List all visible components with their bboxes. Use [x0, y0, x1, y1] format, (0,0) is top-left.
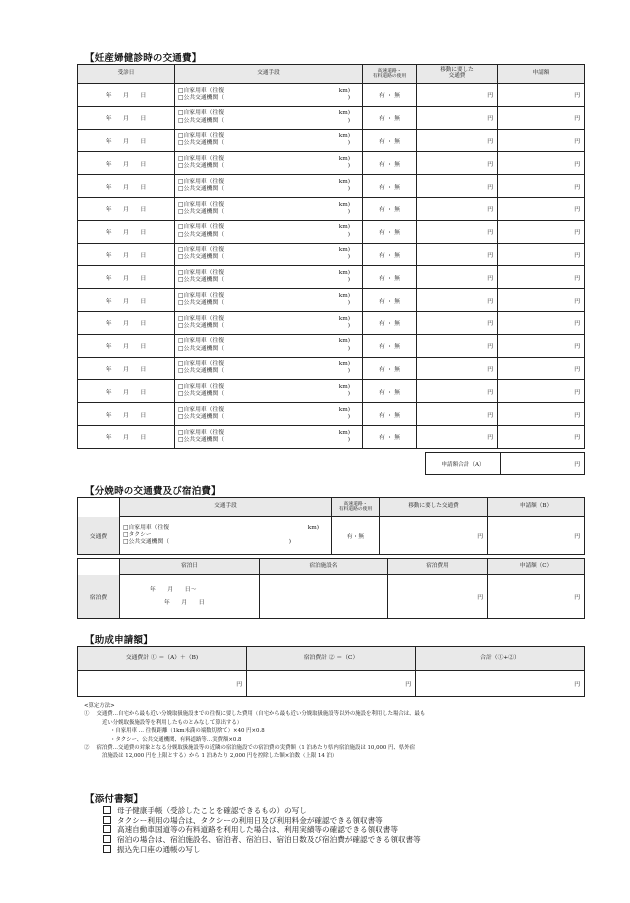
row-cost[interactable]: 円: [417, 197, 498, 220]
lodging-header-cost: 宿泊費用: [388, 559, 488, 575]
lodging-table: [77, 558, 585, 619]
pregnancy-row: [78, 311, 585, 334]
pregnancy-row: [78, 243, 585, 266]
delivery-header-cost: 移動に要した交通費: [380, 498, 488, 517]
grant-header-transport: 交通費計 ① ＝（A）＋（B): [78, 647, 247, 671]
row-cost[interactable]: 円: [417, 220, 498, 243]
row-amount[interactable]: 円: [498, 175, 585, 198]
row-cost[interactable]: 円: [417, 152, 498, 175]
row-date[interactable]: 年 月 日: [78, 106, 175, 129]
pregnancy-row: [78, 357, 585, 380]
row-transport[interactable]: □自家用車（往復 km) □公共交通機関（ ): [175, 380, 363, 403]
row-cost[interactable]: 円: [417, 380, 498, 403]
row-amount[interactable]: 円: [498, 129, 585, 152]
row-toll[interactable]: 有 ・ 無: [363, 84, 417, 107]
row-toll[interactable]: 有 ・ 無: [363, 403, 417, 426]
pregnancy-row: [78, 129, 585, 152]
row-transport[interactable]: □自家用車（往復 km) □公共交通機関（ ): [175, 403, 363, 426]
lodging-cost[interactable]: 円: [388, 575, 488, 619]
row-transport[interactable]: □自家用車（往復 km) □公共交通機関（ ): [175, 152, 363, 175]
grant-transport-amount[interactable]: 円: [78, 671, 247, 697]
row-transport[interactable]: □自家用車（往復 km) □公共交通機関（ ): [175, 425, 363, 448]
row-amount[interactable]: 円: [498, 289, 585, 312]
calculation-notes: [84, 702, 425, 761]
delivery-toll[interactable]: 有・無: [332, 517, 380, 555]
pregnancy-row: [78, 266, 585, 289]
row-date[interactable]: 年 月 日: [78, 289, 175, 312]
row-transport[interactable]: □自家用車（往復 km) □公共交通機関（ ): [175, 106, 363, 129]
total-label: 申請額合計（A）: [426, 453, 501, 475]
row-cost[interactable]: 円: [417, 175, 498, 198]
lodging-header-date: 宿泊日: [120, 559, 260, 575]
row-cost[interactable]: 円: [417, 403, 498, 426]
attachment-item[interactable]: タクシー利用の場合は、タクシーの利用日及び利用料金が確認できる領収書等: [103, 816, 421, 826]
row-amount[interactable]: 円: [498, 266, 585, 289]
pregnancy-row: [78, 289, 585, 312]
row-amount[interactable]: 円: [498, 311, 585, 334]
row-toll[interactable]: 有 ・ 無: [363, 220, 417, 243]
header-transport: 交通手段: [175, 65, 363, 84]
pregnancy-row: [78, 220, 585, 243]
pregnancy-transport-table: [77, 64, 585, 449]
attachments-list: [103, 806, 421, 855]
row-cost[interactable]: 円: [417, 243, 498, 266]
row-transport[interactable]: □自家用車（往復 km) □公共交通機関（ ): [175, 175, 363, 198]
checkbox-icon[interactable]: [103, 845, 111, 853]
row-date[interactable]: 年 月 日: [78, 243, 175, 266]
row-amount[interactable]: 円: [498, 197, 585, 220]
attachment-item[interactable]: 高速自動車国道等の有料道路を利用した場合は、利用実績等の確認できる領収書等: [103, 825, 421, 835]
notes-heading: <算定方法>: [84, 703, 115, 709]
grant-header-lodging: 宿泊費計 ② ＝（C）: [247, 647, 416, 671]
header-cost: 移動に要した 交通費: [417, 65, 498, 84]
row-date[interactable]: 年 月 日: [78, 266, 175, 289]
row-date[interactable]: 年 月 日: [78, 175, 175, 198]
row-toll[interactable]: 有 ・ 無: [363, 311, 417, 334]
row-toll[interactable]: 有 ・ 無: [363, 380, 417, 403]
pregnancy-row: [78, 175, 585, 198]
row-amount[interactable]: 円: [498, 106, 585, 129]
transport-label: 交通費: [78, 517, 120, 555]
header-date: 受診日: [78, 65, 175, 84]
checkbox-icon[interactable]: [103, 806, 111, 814]
lodging-label: 宿泊費: [78, 575, 120, 619]
pregnancy-total-table: [425, 452, 585, 475]
grant-section-title: 【助成申請額】: [85, 635, 153, 646]
row-cost[interactable]: 円: [417, 334, 498, 357]
row-amount[interactable]: 円: [498, 152, 585, 175]
row-transport[interactable]: □自家用車（往復 km) □公共交通機関（ ): [175, 289, 363, 312]
note-1-cont: 近い分娩取扱施設等を利用したものとみなして算出する）: [102, 719, 243, 726]
row-amount[interactable]: 円: [498, 220, 585, 243]
row-date[interactable]: 年 月 日: [78, 425, 175, 448]
row-date[interactable]: 年 月 日: [78, 403, 175, 426]
row-amount[interactable]: 円: [498, 334, 585, 357]
total-amount[interactable]: 円: [501, 453, 585, 475]
row-transport[interactable]: □自家用車（往復 km) □公共交通機関（ ): [175, 84, 363, 107]
delivery-header-toll: 高速道路・ 有料道路の使用: [332, 498, 380, 517]
row-date[interactable]: 年 月 日: [78, 152, 175, 175]
row-cost[interactable]: 円: [417, 357, 498, 380]
row-date[interactable]: 年 月 日: [78, 380, 175, 403]
row-cost[interactable]: 円: [417, 129, 498, 152]
attachment-item[interactable]: 振込先口座の通帳の写し: [103, 845, 421, 855]
grant-lodging-amount[interactable]: 円: [247, 671, 416, 697]
pregnancy-row: [78, 425, 585, 448]
pregnancy-row: [78, 197, 585, 220]
attachments-section-title: 【添付書類】: [85, 794, 144, 805]
pregnancy-row: [78, 106, 585, 129]
lodging-amount-c[interactable]: 円: [488, 575, 585, 619]
lodging-header-facility: 宿泊施設名: [260, 559, 388, 575]
delivery-cost[interactable]: 円: [380, 517, 488, 555]
row-toll[interactable]: 有 ・ 無: [363, 129, 417, 152]
row-amount[interactable]: 円: [498, 357, 585, 380]
row-toll[interactable]: 有 ・ 無: [363, 152, 417, 175]
note-2: ② 宿泊費…交通費の対象となる分娩取扱施設等の近隣の宿泊施設での宿泊費の実費額（1 泊あたり県内宿泊施設は 10,000 円、県外宿: [84, 744, 416, 751]
note-1-taxi: ・タクシー、公共交通機関、有料道路等…実費額×0.8: [110, 736, 242, 743]
grant-total-amount[interactable]: 円: [416, 671, 585, 697]
row-transport[interactable]: □自家用車（往復 km) □公共交通機関（ ): [175, 243, 363, 266]
row-toll[interactable]: 有 ・ 無: [363, 197, 417, 220]
row-toll[interactable]: 有 ・ 無: [363, 266, 417, 289]
row-cost[interactable]: 円: [417, 425, 498, 448]
grant-header-total: 合計（①+②）: [416, 647, 585, 671]
row-transport[interactable]: □自家用車（往復 km) □公共交通機関（ ): [175, 334, 363, 357]
delivery-header-transport: 交通手段: [120, 498, 332, 517]
row-date[interactable]: 年 月 日: [78, 220, 175, 243]
row-date[interactable]: 年 月 日: [78, 357, 175, 380]
lodging-facility[interactable]: [260, 575, 388, 619]
row-amount[interactable]: 円: [498, 425, 585, 448]
attachment-item[interactable]: 母子健康手帳（受診したことを確認できるもの）の写し: [103, 806, 421, 816]
pregnancy-row: [78, 334, 585, 357]
row-transport[interactable]: □自家用車（往復 km) □公共交通機関（ ): [175, 197, 363, 220]
checkbox-icon[interactable]: [103, 825, 111, 833]
row-amount[interactable]: 円: [498, 380, 585, 403]
delivery-section-title: 【分娩時の交通費及び宿泊費】: [85, 486, 221, 497]
row-date[interactable]: 年 月 日: [78, 84, 175, 107]
note-2-cont: 泊施設は 12,000 円を上限とする）から 1 泊あたり 2,000 円を控除した額×泊数（上限 14 泊）: [102, 753, 338, 760]
row-toll[interactable]: 有 ・ 無: [363, 289, 417, 312]
pregnancy-row: [78, 403, 585, 426]
row-amount[interactable]: 円: [498, 243, 585, 266]
pregnancy-row: [78, 380, 585, 403]
note-1: ① 交通費…自宅から最も近い分娩取扱施設までの往復に要した費用（自宅から最も近い分娩取扱施設等以外の施設を利用した場合は、最も: [84, 711, 426, 718]
row-toll[interactable]: 有 ・ 無: [363, 334, 417, 357]
row-transport[interactable]: □自家用車（往復 km) □公共交通機関（ ): [175, 357, 363, 380]
header-amount: 申請額: [498, 65, 585, 84]
row-toll[interactable]: 有 ・ 無: [363, 106, 417, 129]
row-transport[interactable]: □自家用車（往復 km) □公共交通機関（ ): [175, 129, 363, 152]
row-date[interactable]: 年 月 日: [78, 311, 175, 334]
checkbox-icon[interactable]: [103, 835, 111, 843]
row-transport[interactable]: □自家用車（往復 km) □公共交通機関（ ): [175, 220, 363, 243]
delivery-transport-table: [77, 497, 585, 555]
pregnancy-row: [78, 152, 585, 175]
row-toll[interactable]: 有 ・ 無: [363, 243, 417, 266]
lodging-header-amount-c: 申請額（C）: [488, 559, 585, 575]
row-cost[interactable]: 円: [417, 289, 498, 312]
row-amount[interactable]: 円: [498, 84, 585, 107]
delivery-transport-options[interactable]: □自家用車（往復 km) □タクシー □公共交通機関（ ): [120, 517, 332, 555]
row-transport[interactable]: □自家用車（往復 km) □公共交通機関（ ): [175, 311, 363, 334]
pregnancy-section-title: 【妊産婦健診時の交通費】: [85, 53, 202, 64]
delivery-header-amount-b: 申請額（B）: [488, 498, 585, 517]
lodging-dates[interactable]: 年 月 日～ 年 月 日: [120, 575, 260, 619]
row-toll[interactable]: 有 ・ 無: [363, 357, 417, 380]
delivery-amount-b[interactable]: 円: [488, 517, 585, 555]
row-cost[interactable]: 円: [417, 106, 498, 129]
row-transport[interactable]: □自家用車（往復 km) □公共交通機関（ ): [175, 266, 363, 289]
header-toll: 高速道路・ 有料道路の使用: [363, 65, 417, 84]
grant-table: [77, 646, 585, 697]
row-date[interactable]: 年 月 日: [78, 334, 175, 357]
pregnancy-row: [78, 84, 585, 107]
row-cost[interactable]: 円: [417, 311, 498, 334]
note-1-car: ・自家用車 … 往復距離（1km未満の端数切捨て）×40 円×0.8: [110, 728, 265, 735]
row-toll[interactable]: 有 ・ 無: [363, 425, 417, 448]
row-date[interactable]: 年 月 日: [78, 197, 175, 220]
row-cost[interactable]: 円: [417, 84, 498, 107]
row-toll[interactable]: 有 ・ 無: [363, 175, 417, 198]
row-amount[interactable]: 円: [498, 403, 585, 426]
row-date[interactable]: 年 月 日: [78, 129, 175, 152]
checkbox-icon[interactable]: [103, 816, 111, 824]
row-cost[interactable]: 円: [417, 266, 498, 289]
attachment-item[interactable]: 宿泊の場合は、宿泊施設名、宿泊者、宿泊日、宿泊日数及び宿泊費が確認できる領収書等: [103, 835, 421, 845]
